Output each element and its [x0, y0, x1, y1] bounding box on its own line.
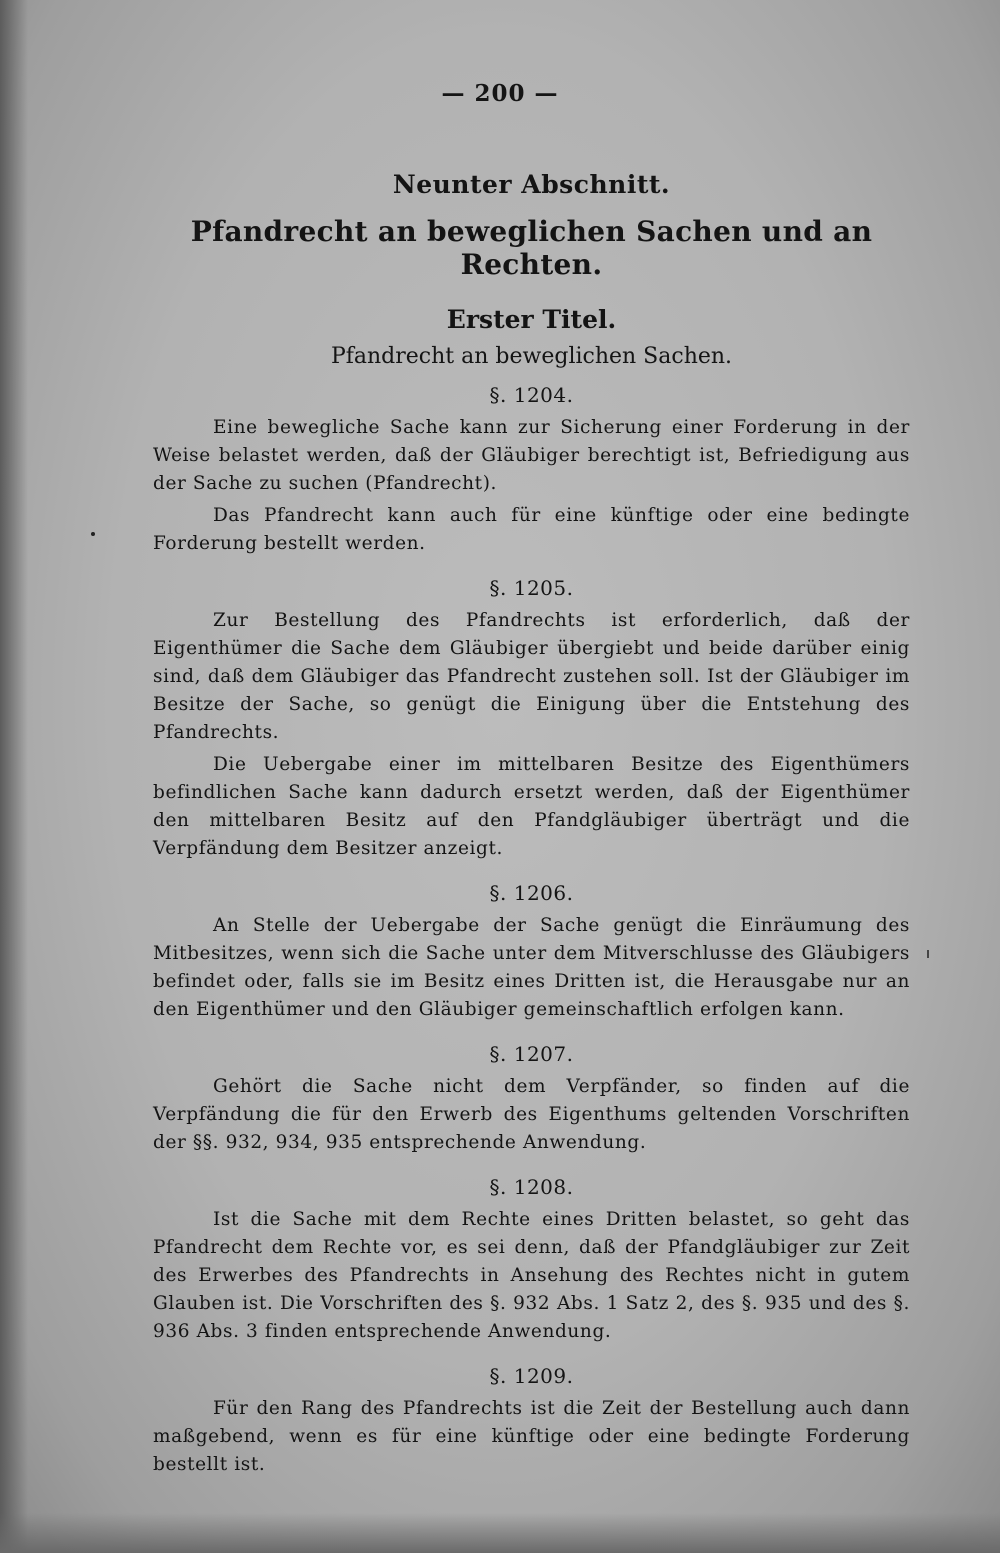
paragraph-number: §. 1209.: [489, 1364, 574, 1388]
paragraph-number: §. 1205.: [489, 576, 574, 600]
title-subheading: Pfandrecht an beweglichen Sachen.: [330, 344, 733, 369]
paragraph-1209: [153, 1364, 910, 1479]
paragraph-text: Eine bewegliche Sache kann zur Sicherung einer Forderung in der Weise belastet werden, daß der Gläubiger berechtigt ist, Befriedigung aus der Sache zu suchen (Pfandrecht).: [153, 417, 910, 494]
paragraph-1206: [153, 881, 910, 1024]
paragraph-1207: [153, 1042, 910, 1157]
paragraph-text: Für den Rang des Pfandrechts ist die Zeit der Bestellung auch dann maßgebend, wenn es für eine künftige oder eine bedingte Forderung bestellt ist.: [153, 1398, 910, 1475]
paragraph-1204: [153, 383, 910, 558]
margin-mark: [927, 950, 929, 958]
title-heading: Erster Titel.: [446, 305, 617, 334]
page-content: [153, 170, 910, 1483]
paragraph-text: Ist die Sache mit dem Rechte eines Dritten belastet, so geht das Pfandrecht dem Rechte vor, es sei denn, daß der Pfandgläubiger zur Zeit des Erwerbes des Pfandrechts in Ansehung des Rechtes nicht in gutem Glauben ist. Die Vorschriften des §. 932 Abs. 1 Satz 2, des §. 935 und des §. 936 Abs. 3 finden entsprechende Anwendung.: [153, 1209, 910, 1342]
paragraph-text: Die Uebergabe einer im mittelbaren Besitze des Eigenthümers befindlichen Sache kann dadurch ersetzt werden, daß der Eigenthümer den mittelbaren Besitz auf den Pfandgläubiger überträgt und die Verpfändung dem Besitzer anzeigt.: [153, 754, 910, 859]
paragraph-number: §. 1208.: [489, 1175, 574, 1199]
page-edge-shadow-bottom: [0, 1513, 1000, 1553]
main-heading: Pfandrecht an beweglichen Sachen und an Rechten.: [190, 215, 873, 281]
paragraph-number: §. 1204.: [489, 383, 574, 407]
paragraph-number: §. 1207.: [489, 1042, 574, 1066]
paragraph-text: Das Pfandrecht kann auch für eine künftige oder eine bedingte Forderung bestellt werden.: [153, 505, 910, 554]
ink-speck: [91, 532, 95, 536]
paragraph-text: An Stelle der Uebergabe der Sache genügt die Einräumung des Mitbesitzes, wenn sich die Sache unter dem Mitverschlusse des Gläubigers befindet oder, falls sie im Besitz eines Dritten ist, die Herausgabe nur an den Eigenthümer und den Gläubiger gemeinschaftlich erfolgen kann.: [153, 915, 910, 1020]
paragraph-1205: [153, 576, 910, 863]
paragraph-text: Gehört die Sache nicht dem Verpfänder, so finden auf die Verpfändung die für den Erwerb des Eigenthums geltenden Vorschriften der §§. 932, 934, 935 entsprechende Anwendung.: [153, 1076, 910, 1153]
page-edge-shadow-left: [0, 0, 28, 1553]
paragraph-1208: [153, 1175, 910, 1346]
paragraph-text: Zur Bestellung des Pfandrechts ist erforderlich, daß der Eigenthümer die Sache dem Gläubiger übergiebt und beide darüber einig sind, daß dem Gläubiger das Pfandrecht zustehen soll. Ist der Gläubiger im Besitze der Sache, so genügt die Einigung über die Entstehung des Pfandrechts.: [153, 610, 910, 743]
paragraph-number: §. 1206.: [489, 881, 574, 905]
section-heading: Neunter Abschnitt.: [392, 170, 671, 199]
page-number: — 200 —: [441, 80, 559, 107]
